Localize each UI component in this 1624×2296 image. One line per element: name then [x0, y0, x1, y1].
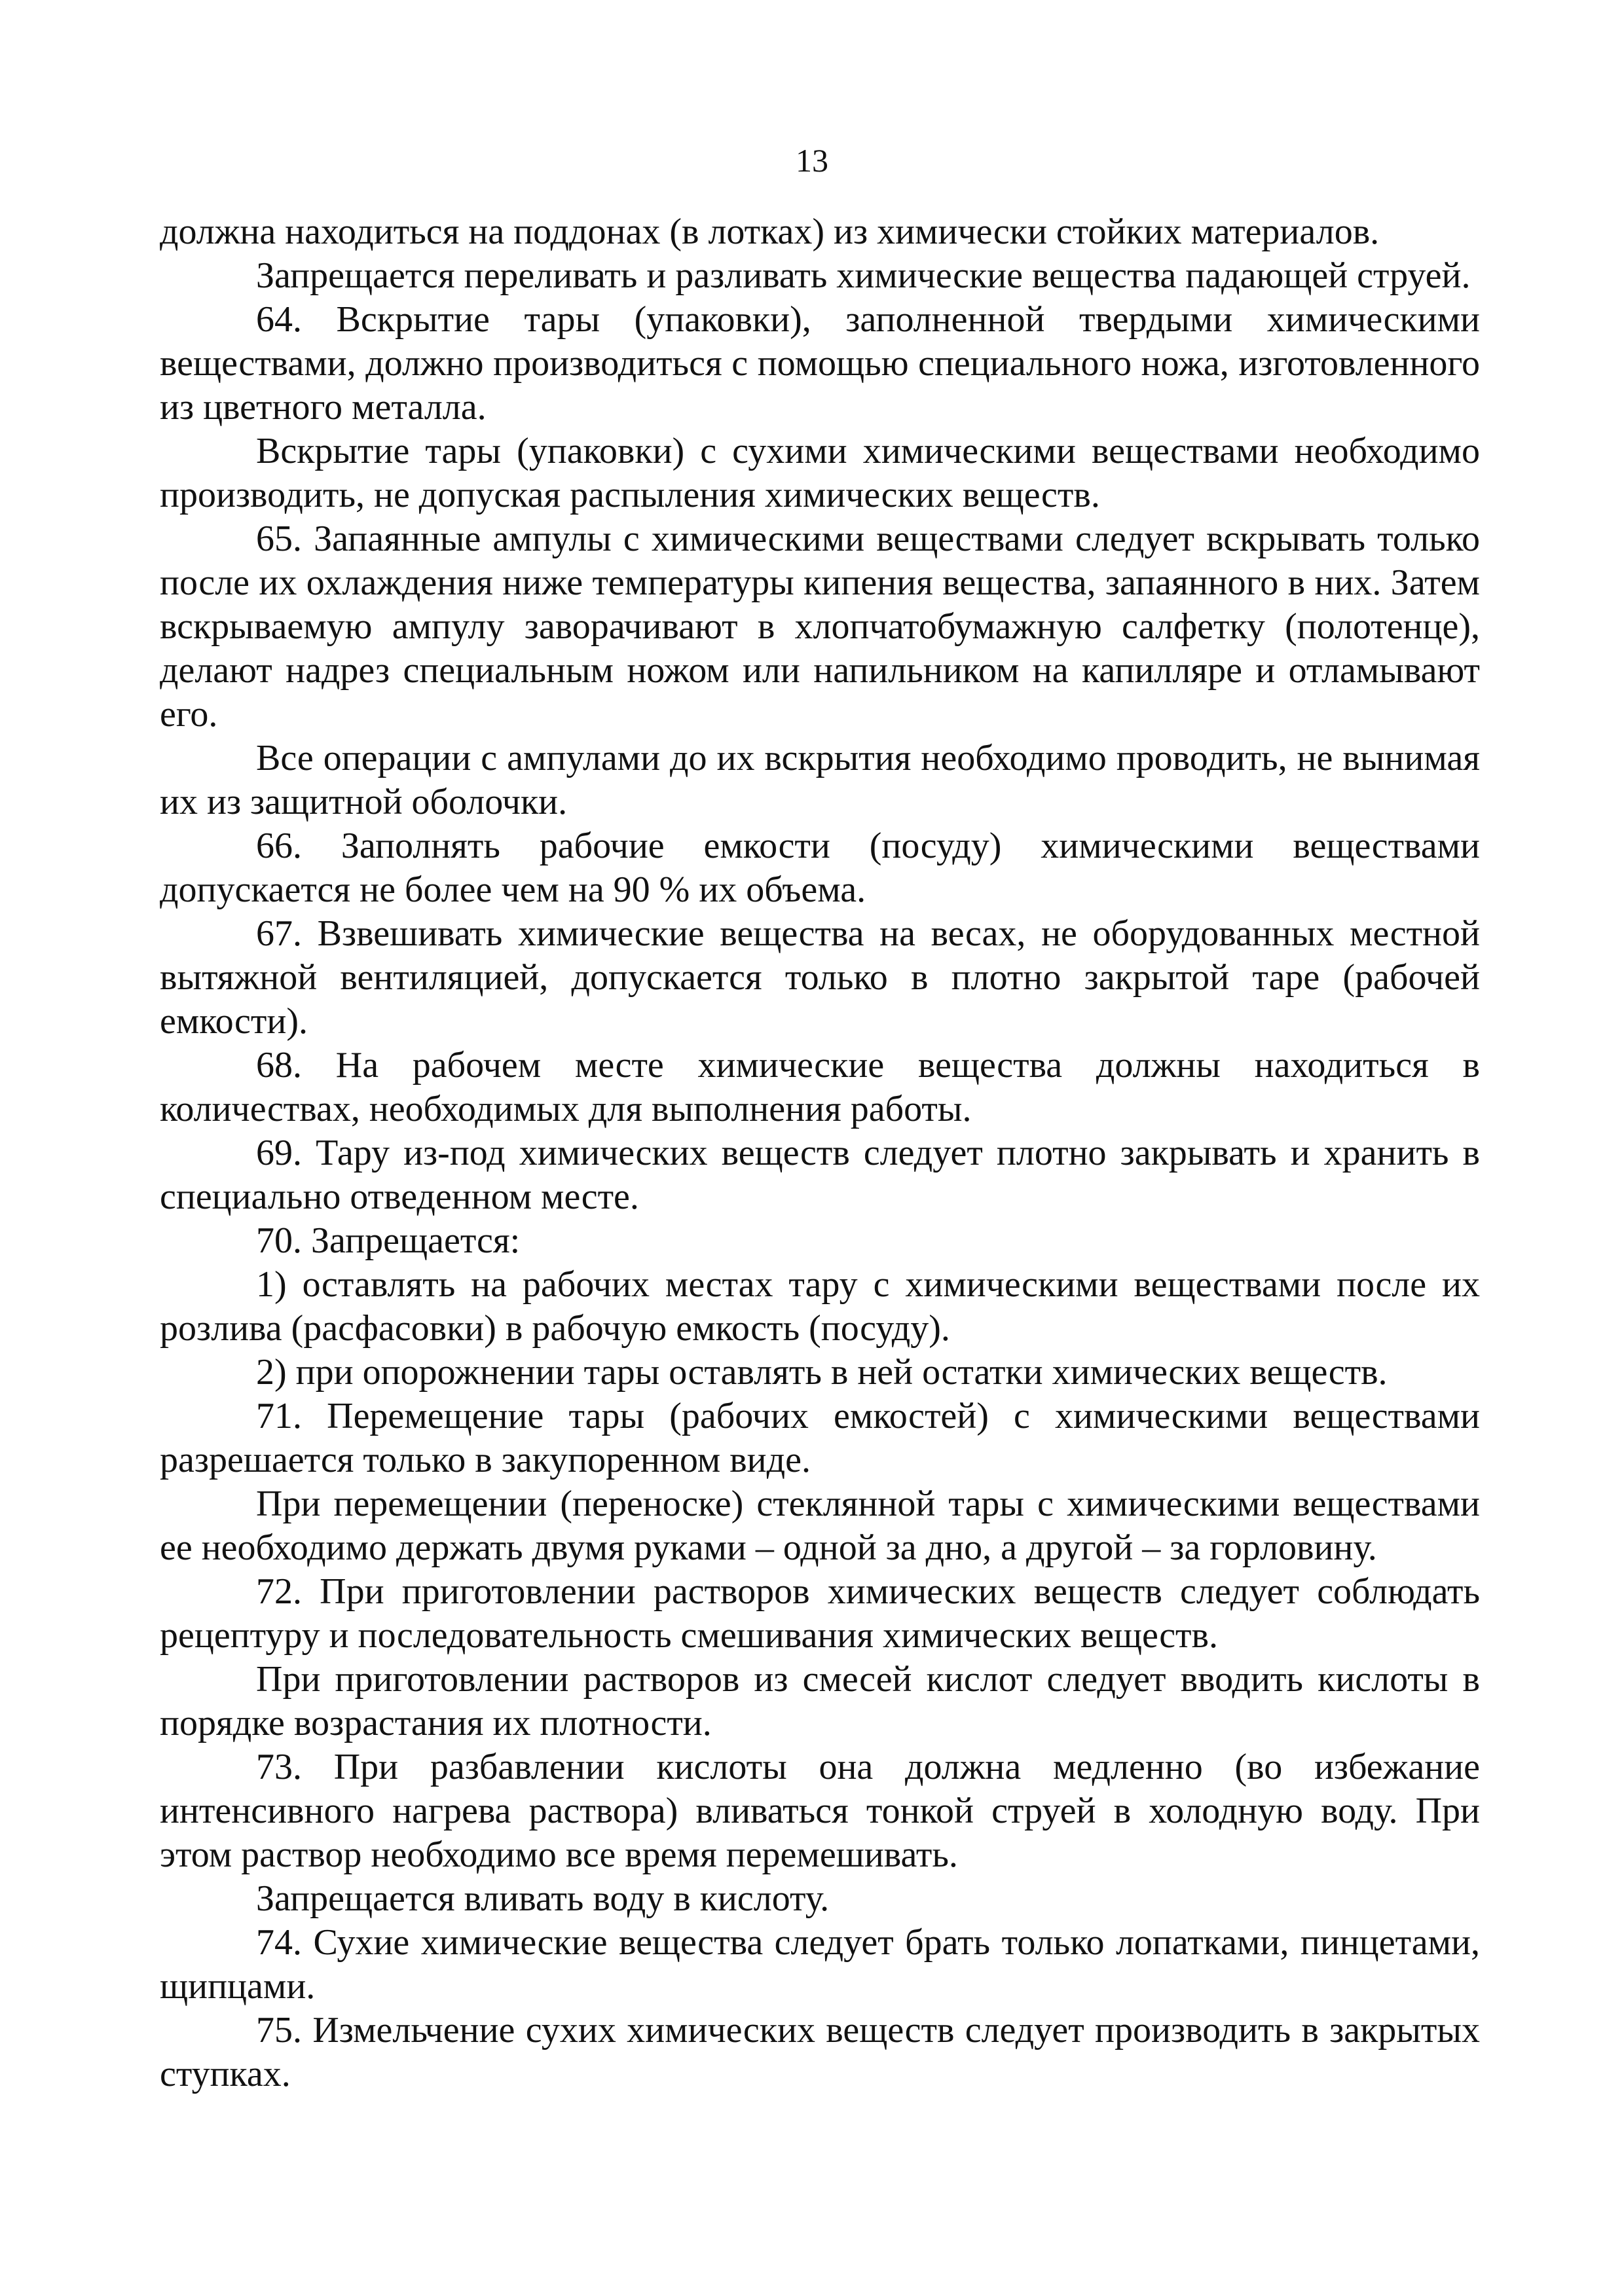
paragraph: При приготовлении растворов из смесей кислот следует вводить кислоты в порядке возрастания их плотности.: [160, 1659, 1480, 1743]
document-body: [160, 210, 1480, 2096]
paragraph-item-69: 69. Тару из-под химических веществ следует плотно закрывать и хранить в специально отведенном месте.: [160, 1133, 1480, 1217]
paragraph-item-64: 64. Вскрытие тары (упаковки), заполненной твердыми химическими веществами, должно производиться с помощью специального ножа, изготовленного из цветного металла.: [160, 299, 1480, 428]
paragraph-item-65: 65. Запаянные ампулы с химическими веществами следует вскрывать только после их охлаждения ниже температуры кипения вещества, запаянного в них. Затем вскрываемую ампулу заворачивают в хлопчатобумажную салфетку (полотенце), делают надрез специальным ножом или напильником на капилляре и отламывают его.: [160, 519, 1480, 735]
paragraph: Все операции с ампулами до их вскрытия необходимо проводить, не вынимая их из защитной оболочки.: [160, 738, 1480, 822]
paragraph-item-70: 70. Запрещается:: [256, 1220, 521, 1261]
list-item-2: 2) при опорожнении тары оставлять в ней остатки химических веществ.: [256, 1352, 1388, 1393]
paragraph-item-67: 67. Взвешивать химические вещества на весах, не оборудованных местной вытяжной вентиляцией, допускается только в плотно закрытой таре (рабочей емкости).: [160, 913, 1480, 1042]
paragraph: При перемещении (переноске) стеклянной тары с химическими веществами ее необходимо держать двумя руками – одной за дно, а другой – за горловину.: [160, 1484, 1480, 1568]
list-item-1: 1) оставлять на рабочих местах тару с химическими веществами после их розлива (расфасовки) в рабочую емкость (посуду).: [160, 1264, 1480, 1349]
paragraph-item-72: 72. При приготовлении растворов химических веществ следует соблюдать рецептуру и последовательность смешивания химических веществ.: [160, 1571, 1480, 1656]
paragraph-item-73: 73. При разбавлении кислоты она должна медленно (во избежание интенсивного нагрева раствора) вливаться тонкой струей в холодную воду. При этом раствор необходимо все время перемешивать.: [160, 1747, 1480, 1875]
paragraph-item-71: 71. Перемещение тары (рабочих емкостей) с химическими веществами разрешается только в закупоренном виде.: [160, 1396, 1480, 1480]
paragraph: Запрещается переливать и разливать химические вещества падающей струей.: [256, 255, 1471, 296]
paragraph-item-66: 66. Заполнять рабочие емкости (посуду) химическими веществами допускается не более чем на 90 % их объема.: [160, 826, 1480, 910]
paragraph-continuation: должна находиться на поддонах (в лотках) из химически стойких материалов.: [160, 211, 1380, 252]
paragraph: Запрещается вливать воду в кислоту.: [256, 1878, 830, 1919]
page-number: 13: [796, 142, 828, 179]
paragraph-item-68: 68. На рабочем месте химические вещества должны находиться в количествах, необходимых для выполнения работы.: [160, 1045, 1480, 1129]
paragraph: Вскрытие тары (упаковки) с сухими химическими веществами необходимо производить, не допуская распыления химических веществ.: [160, 431, 1480, 515]
paragraph-item-74: 74. Сухие химические вещества следует брать только лопатками, пинцетами, щипцами.: [160, 1922, 1480, 2007]
paragraph-item-75: 75. Измельчение сухих химических веществ следует производить в закрытых ступках.: [160, 2010, 1480, 2094]
